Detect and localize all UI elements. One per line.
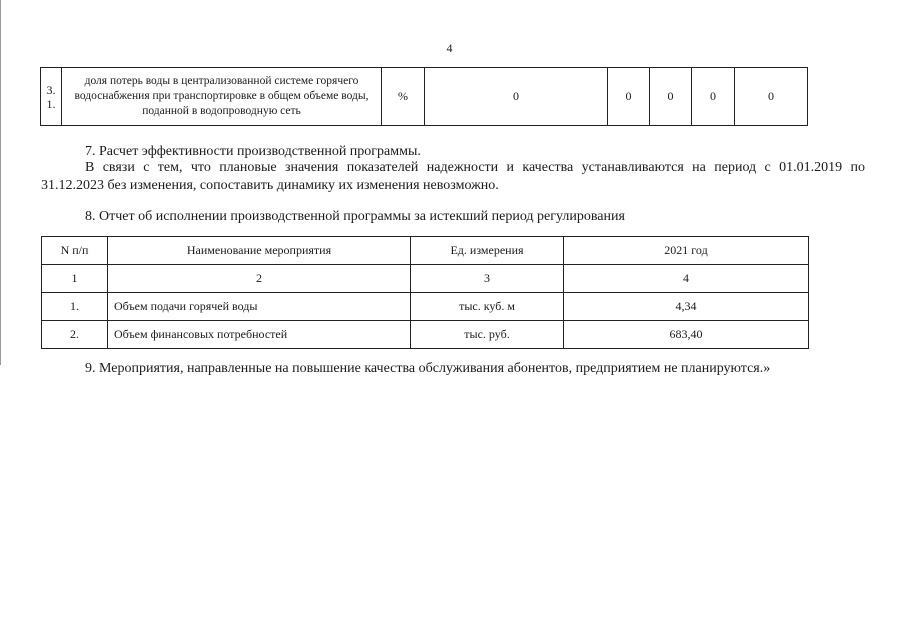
index-cell: 1: [42, 265, 108, 293]
value-cell: 4,34: [564, 293, 809, 321]
row-number-cell: 1.: [42, 293, 108, 321]
row-number-cell: [41, 68, 62, 126]
header-cell: 2021 год: [564, 237, 809, 265]
table-row: [41, 68, 808, 126]
value-cell: 0: [650, 68, 692, 126]
unit-cell: %: [382, 68, 425, 126]
section8-heading: 8. Отчет об исполнении производственной программы за истекший период регулирования: [85, 209, 625, 224]
index-cell: 2: [108, 265, 411, 293]
table-row: [42, 293, 809, 321]
value-cell: 0: [735, 68, 808, 126]
value-cell: 0: [692, 68, 735, 126]
unit-cell: тыс. руб.: [411, 321, 564, 349]
row-number-cell: 2.: [42, 321, 108, 349]
page-number: 4: [446, 41, 453, 55]
index-cell: 4: [564, 265, 809, 293]
section7-heading: 7. Расчет эффективности производственной программы.: [85, 144, 421, 159]
loss-indicator-table: [40, 67, 808, 126]
table-row: [42, 321, 809, 349]
header-cell: N п/п: [42, 237, 108, 265]
table-index-row: [42, 265, 809, 293]
value-cell: 0: [425, 68, 608, 126]
unit-cell: тыс. куб. м: [411, 293, 564, 321]
index-cell: 3: [411, 265, 564, 293]
header-cell: Наименование мероприятия: [108, 237, 411, 265]
program-report-table: [41, 236, 809, 349]
table-header-row: [42, 237, 809, 265]
row-number-part: 1.: [46, 96, 56, 111]
measure-name-cell: Объем финансовых потребностей: [108, 321, 411, 349]
section7-text-line2: 31.12.2023 без изменения, сопоставить динамику их изменения невозможно.: [41, 178, 499, 193]
value-cell: 683,40: [564, 321, 809, 349]
measure-name-cell: Объем подачи горячей воды: [108, 293, 411, 321]
indicator-description-cell: доля потерь воды в централизованной системе горячего водоснабжения при транспортировке в общем объеме воды, поданной в водопроводную сеть: [62, 68, 382, 126]
section9-text: 9. Мероприятия, направленные на повышение качества обслуживания абонентов, предприятием не планируются.»: [85, 361, 771, 376]
section7-text-line1: В связи с тем, что плановые значения показателей надежности и качества устанавливаются на период с 01.01.2019 по: [85, 160, 865, 175]
row-number-part: 3.: [46, 82, 56, 97]
value-cell: 0: [608, 68, 650, 126]
header-cell: Ед. измерения: [411, 237, 564, 265]
